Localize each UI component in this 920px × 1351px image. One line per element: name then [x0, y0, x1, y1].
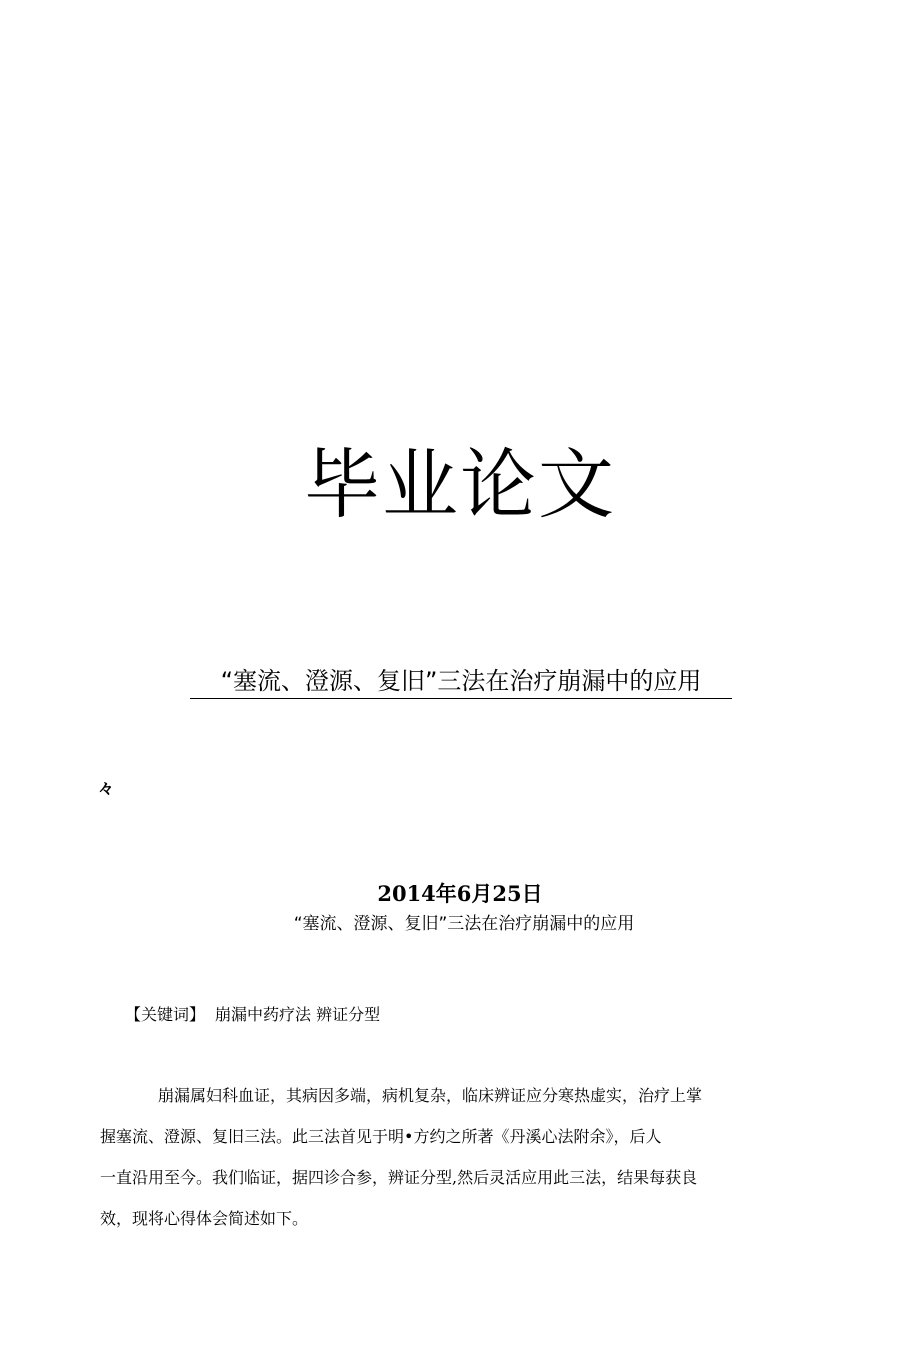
- keywords-label: 【关键词】: [125, 1005, 206, 1024]
- article-title: “塞流、澄源、复旧”三法在治疗崩漏中的应用: [293, 914, 635, 934]
- keywords-line: [125, 1002, 380, 1028]
- paragraph-line: 崩漏属妇科血证，其病因多端，病机复杂，临床辨证应分寒热虚实，治疗上掌: [158, 1086, 703, 1105]
- stray-mark: 々: [98, 779, 114, 798]
- cover-subtitle: “塞流、澄源、复旧”三法在治疗崩漏中的应用: [190, 665, 732, 699]
- keywords-text: 崩漏中药疗法 辨证分型: [215, 1005, 381, 1024]
- paragraph-line: 握塞流、澄源、复旧三法。此三法首见于明•方约之所著《丹溪心法附余》，后人: [100, 1127, 662, 1146]
- cover-date: 2014年6月25日: [377, 881, 543, 906]
- paragraph-line: 一直沿用至今。我们临证，据四诊合参，辨证分型,然后灵活应用此三法，结果每获良: [100, 1168, 698, 1187]
- paragraph-line: 效，现将心得体会简述如下。: [100, 1209, 309, 1228]
- thesis-cover-title: 毕业论文: [304, 440, 616, 529]
